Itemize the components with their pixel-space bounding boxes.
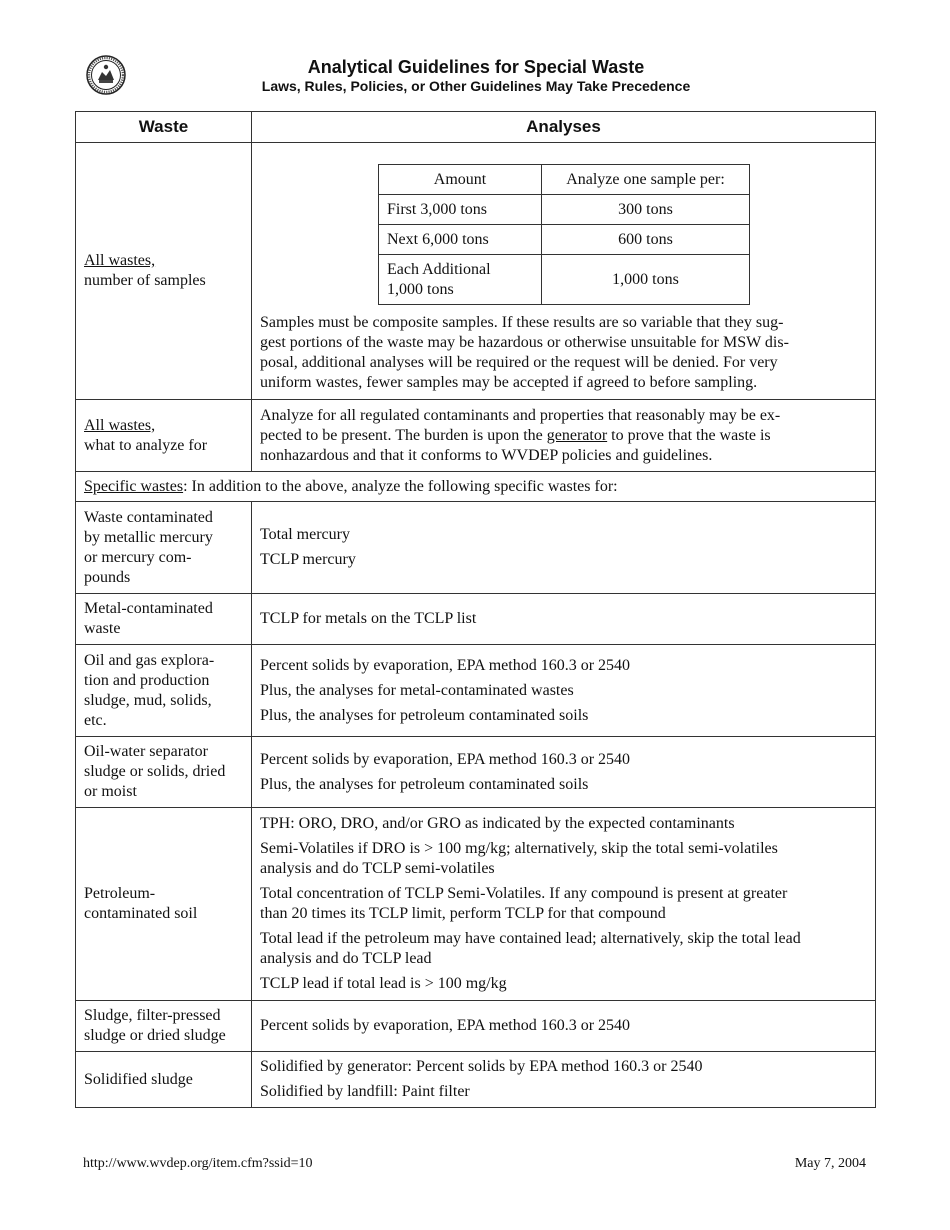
analysis-line: Solidified by landfill: Paint filter: [260, 1083, 470, 1100]
waste-cell: [76, 808, 252, 1001]
analysis-line: Analyze for all regulated contaminants and properties that reasonably may be ex-: [260, 406, 781, 424]
waste-label-underlined: All wastes,: [84, 416, 156, 434]
composite-sample-note: [260, 313, 867, 393]
analysis-item: [260, 929, 867, 969]
waste-line: waste: [84, 620, 121, 637]
table-row: [76, 400, 876, 472]
text-span: pected to be present. The burden is upon the: [260, 426, 547, 444]
analyses-cell: [252, 502, 876, 594]
table-row: [76, 1052, 876, 1108]
waste-line: Sludge, filter-pressed: [84, 1007, 221, 1024]
note-line: gest portions of the waste may be hazardous or otherwise unsuitable for MSW dis-: [260, 334, 789, 351]
specific-wastes-text: : In addition to the above, analyze the following specific wastes for:: [183, 477, 618, 495]
analysis-line: TCLP for metals on the TCLP list: [260, 610, 477, 627]
waste-cell: [76, 737, 252, 808]
table-row: [76, 502, 876, 594]
note-line: uniform wastes, fewer samples may be accepted if agreed to before sampling.: [260, 374, 758, 391]
waste-line: etc.: [84, 711, 107, 729]
waste-cell: [76, 400, 252, 472]
analysis-line: Percent solids by evaporation, EPA method 160.3 or 2540: [260, 1017, 631, 1034]
analysis-line: TPH: ORO, DRO, and/or GRO as indicated by the expected contaminants: [260, 815, 735, 832]
table-row: [76, 143, 876, 400]
sample-amount-line: 1,000 tons: [387, 280, 454, 298]
table-row: [76, 645, 876, 737]
analyses-cell: [252, 737, 876, 808]
column-header-analyses: Analyses: [252, 112, 876, 143]
analysis-line: than 20 times its TCLP limit, perform TCLP for that compound: [260, 905, 666, 922]
sample-amount: First 3,000 tons: [379, 195, 542, 225]
sample-frequency-table: [378, 164, 750, 305]
waste-cell: [76, 645, 252, 737]
footer-date: May 7, 2004: [794, 1156, 866, 1171]
sample-per: 1,000 tons: [542, 255, 750, 305]
analysis-line: Percent solids by evaporation, EPA method 160.3 or 2540: [260, 750, 631, 768]
analysis-item: [260, 814, 867, 834]
sample-table-row: [379, 255, 750, 305]
sample-header-amount: Amount: [379, 165, 542, 195]
waste-cell: [76, 1001, 252, 1052]
waste-line: pounds: [84, 568, 131, 586]
waste-cell: [76, 143, 252, 400]
waste-line: Metal-contaminated: [84, 600, 213, 617]
specific-wastes-row: [76, 472, 876, 502]
specific-wastes-term: Specific wastes: [84, 477, 184, 495]
analysis-line: TCLP mercury: [260, 551, 356, 568]
sample-header-per: Analyze one sample per:: [542, 165, 750, 195]
column-header-waste: Waste: [76, 112, 252, 143]
waste-line: Solidified sludge: [84, 1070, 193, 1088]
sample-amount-line: Each Additional: [387, 260, 491, 278]
analysis-line: Plus, the analyses for petroleum contaminated soils: [260, 706, 589, 724]
analyses-cell: [252, 1052, 876, 1108]
sample-per: 600 tons: [542, 225, 750, 255]
sample-amount: [379, 255, 542, 305]
waste-label-underlined: All wastes,: [84, 252, 156, 269]
note-line: posal, additional analyses will be required or the request will be denied. For very: [260, 354, 778, 371]
analysis-line: TCLP lead if total lead is > 100 mg/kg: [260, 975, 507, 992]
text-span: to prove that the waste is: [607, 426, 771, 444]
sample-table-row: [379, 225, 750, 255]
table-row: [76, 594, 876, 645]
specific-wastes-cell: [76, 472, 876, 502]
analysis-line: analysis and do TCLP semi-volatiles: [260, 860, 495, 877]
analysis-line: [260, 426, 867, 446]
note-line: Samples must be composite samples. If these results are so variable that they sug-: [260, 314, 784, 331]
analysis-line: Total mercury: [260, 526, 350, 543]
waste-line: or mercury com-: [84, 548, 192, 566]
analyses-cell: [252, 645, 876, 737]
sample-table-row: [379, 195, 750, 225]
guidelines-table: [75, 111, 876, 1108]
waste-line: or moist: [84, 783, 137, 800]
footer-url: http://www.wvdep.org/item.cfm?ssid=10: [83, 1156, 313, 1171]
table-row: [76, 737, 876, 808]
analyses-cell: [252, 808, 876, 1001]
waste-line: Petroleum-: [84, 885, 156, 902]
table-row: [76, 1001, 876, 1052]
waste-line: Waste contaminated: [84, 508, 213, 526]
waste-line: by metallic mercury: [84, 528, 213, 546]
analysis-line: Solidified by generator: Percent solids by EPA method 160.3 or 2540: [260, 1058, 703, 1075]
waste-cell: [76, 1052, 252, 1108]
waste-line: Oil and gas explora-: [84, 651, 215, 669]
analyses-cell: [252, 594, 876, 645]
generator-term: generator: [546, 426, 608, 444]
page-subtitle: Laws, Rules, Policies, or Other Guidelines May Take Precedence: [261, 78, 691, 94]
analysis-line: Plus, the analyses for petroleum contaminated soils: [260, 775, 589, 793]
page-title: Analytical Guidelines for Special Waste: [307, 57, 645, 77]
analyses-cell: [252, 400, 876, 472]
table-header-row: [76, 112, 876, 143]
sample-table-header: [379, 165, 750, 195]
analysis-line: nonhazardous and that it conforms to WVDEP policies and guidelines.: [260, 446, 713, 464]
analysis-line: Percent solids by evaporation, EPA method 160.3 or 2540: [260, 656, 631, 674]
waste-cell: [76, 502, 252, 594]
table-row: [76, 808, 876, 1001]
waste-line: Oil-water separator: [84, 743, 208, 760]
analysis-item: [260, 884, 867, 924]
analysis-line: Total lead if the petroleum may have contained lead; alternatively, skip the total lead: [260, 930, 801, 947]
waste-label: what to analyze for: [84, 436, 208, 454]
analysis-item: [260, 974, 867, 994]
sample-amount: Next 6,000 tons: [379, 225, 542, 255]
waste-line: sludge or dried sludge: [84, 1027, 226, 1044]
analyses-cell: [252, 1001, 876, 1052]
waste-label: number of samples: [84, 272, 206, 289]
sample-per: 300 tons: [542, 195, 750, 225]
analysis-item: [260, 839, 867, 879]
waste-cell: [76, 594, 252, 645]
analysis-line: Total concentration of TCLP Semi-Volatiles. If any compound is present at greater: [260, 885, 788, 902]
waste-line: contaminated soil: [84, 905, 198, 922]
waste-line: sludge or solids, dried: [84, 763, 226, 780]
analysis-line: Plus, the analyses for metal-contaminated wastes: [260, 681, 574, 699]
analysis-line: analysis and do TCLP lead: [260, 950, 432, 967]
waste-line: sludge, mud, solids,: [84, 691, 212, 709]
analyses-cell: [252, 143, 876, 400]
page-header: [180, 57, 772, 95]
analysis-line: Semi-Volatiles if DRO is > 100 mg/kg; alternatively, skip the total semi-volatiles: [260, 840, 778, 857]
state-seal-icon: [86, 55, 126, 95]
waste-line: tion and production: [84, 671, 210, 689]
